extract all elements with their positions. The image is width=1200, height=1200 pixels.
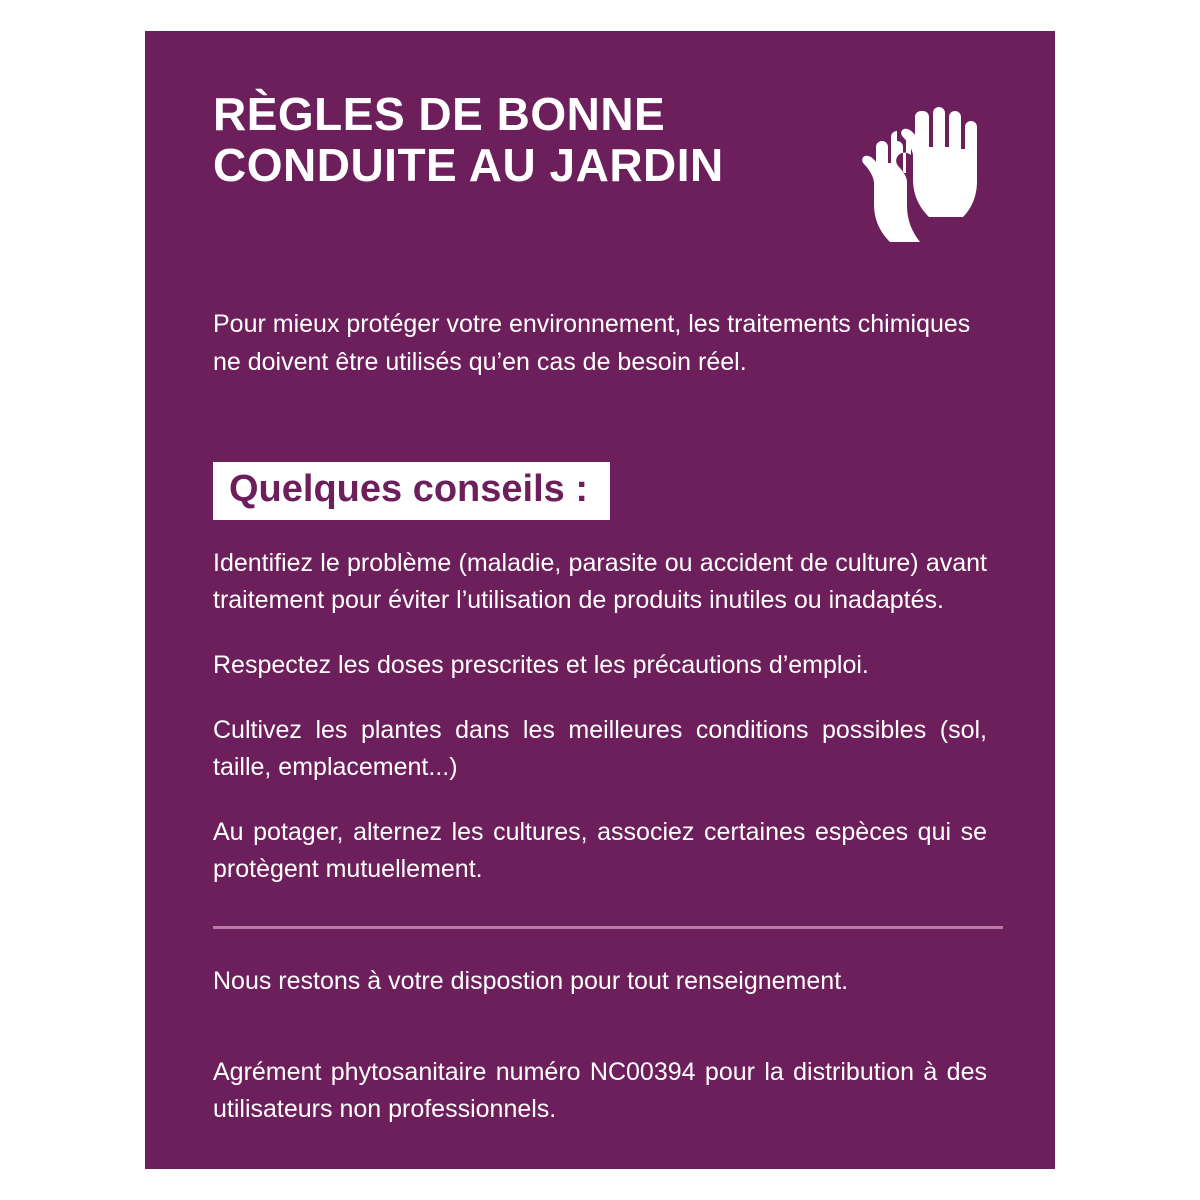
list-item: Identifiez le problème (maladie, parasite ou accident de culture) avant traitement pour éviter l’utilisation de produits inutiles ou inadaptés.	[213, 548, 987, 614]
gardening-gloves-icon	[851, 97, 981, 252]
list-item: Respectez les doses prescrites et les précautions d’emploi.	[213, 650, 869, 679]
advice-heading: Quelques conseils :	[213, 462, 610, 520]
page-title: RÈGLES DE BONNE CONDUITE AU JARDIN	[213, 88, 724, 191]
intro-paragraph: Pour mieux protéger votre environnement, les traitements chimiques ne doivent être utilisés qu’en cas de besoin réel.	[213, 310, 971, 376]
list-item: Cultivez les plantes dans les meilleures conditions possibles (sol, taille, emplacement...)	[213, 715, 987, 781]
availability-text: Nous restons à votre dispostion pour tout renseignement.	[213, 966, 849, 995]
poster-card	[145, 31, 1055, 1169]
section-divider	[213, 926, 1003, 929]
approval-text: Agrément phytosanitaire numéro NC00394 pour la distribution à des utilisateurs non professionnels.	[213, 1057, 987, 1123]
poster-header	[213, 89, 987, 252]
tips-list	[213, 545, 987, 888]
list-item: Au potager, alternez les cultures, associez certaines espèces qui se protègent mutuellement.	[213, 817, 987, 883]
